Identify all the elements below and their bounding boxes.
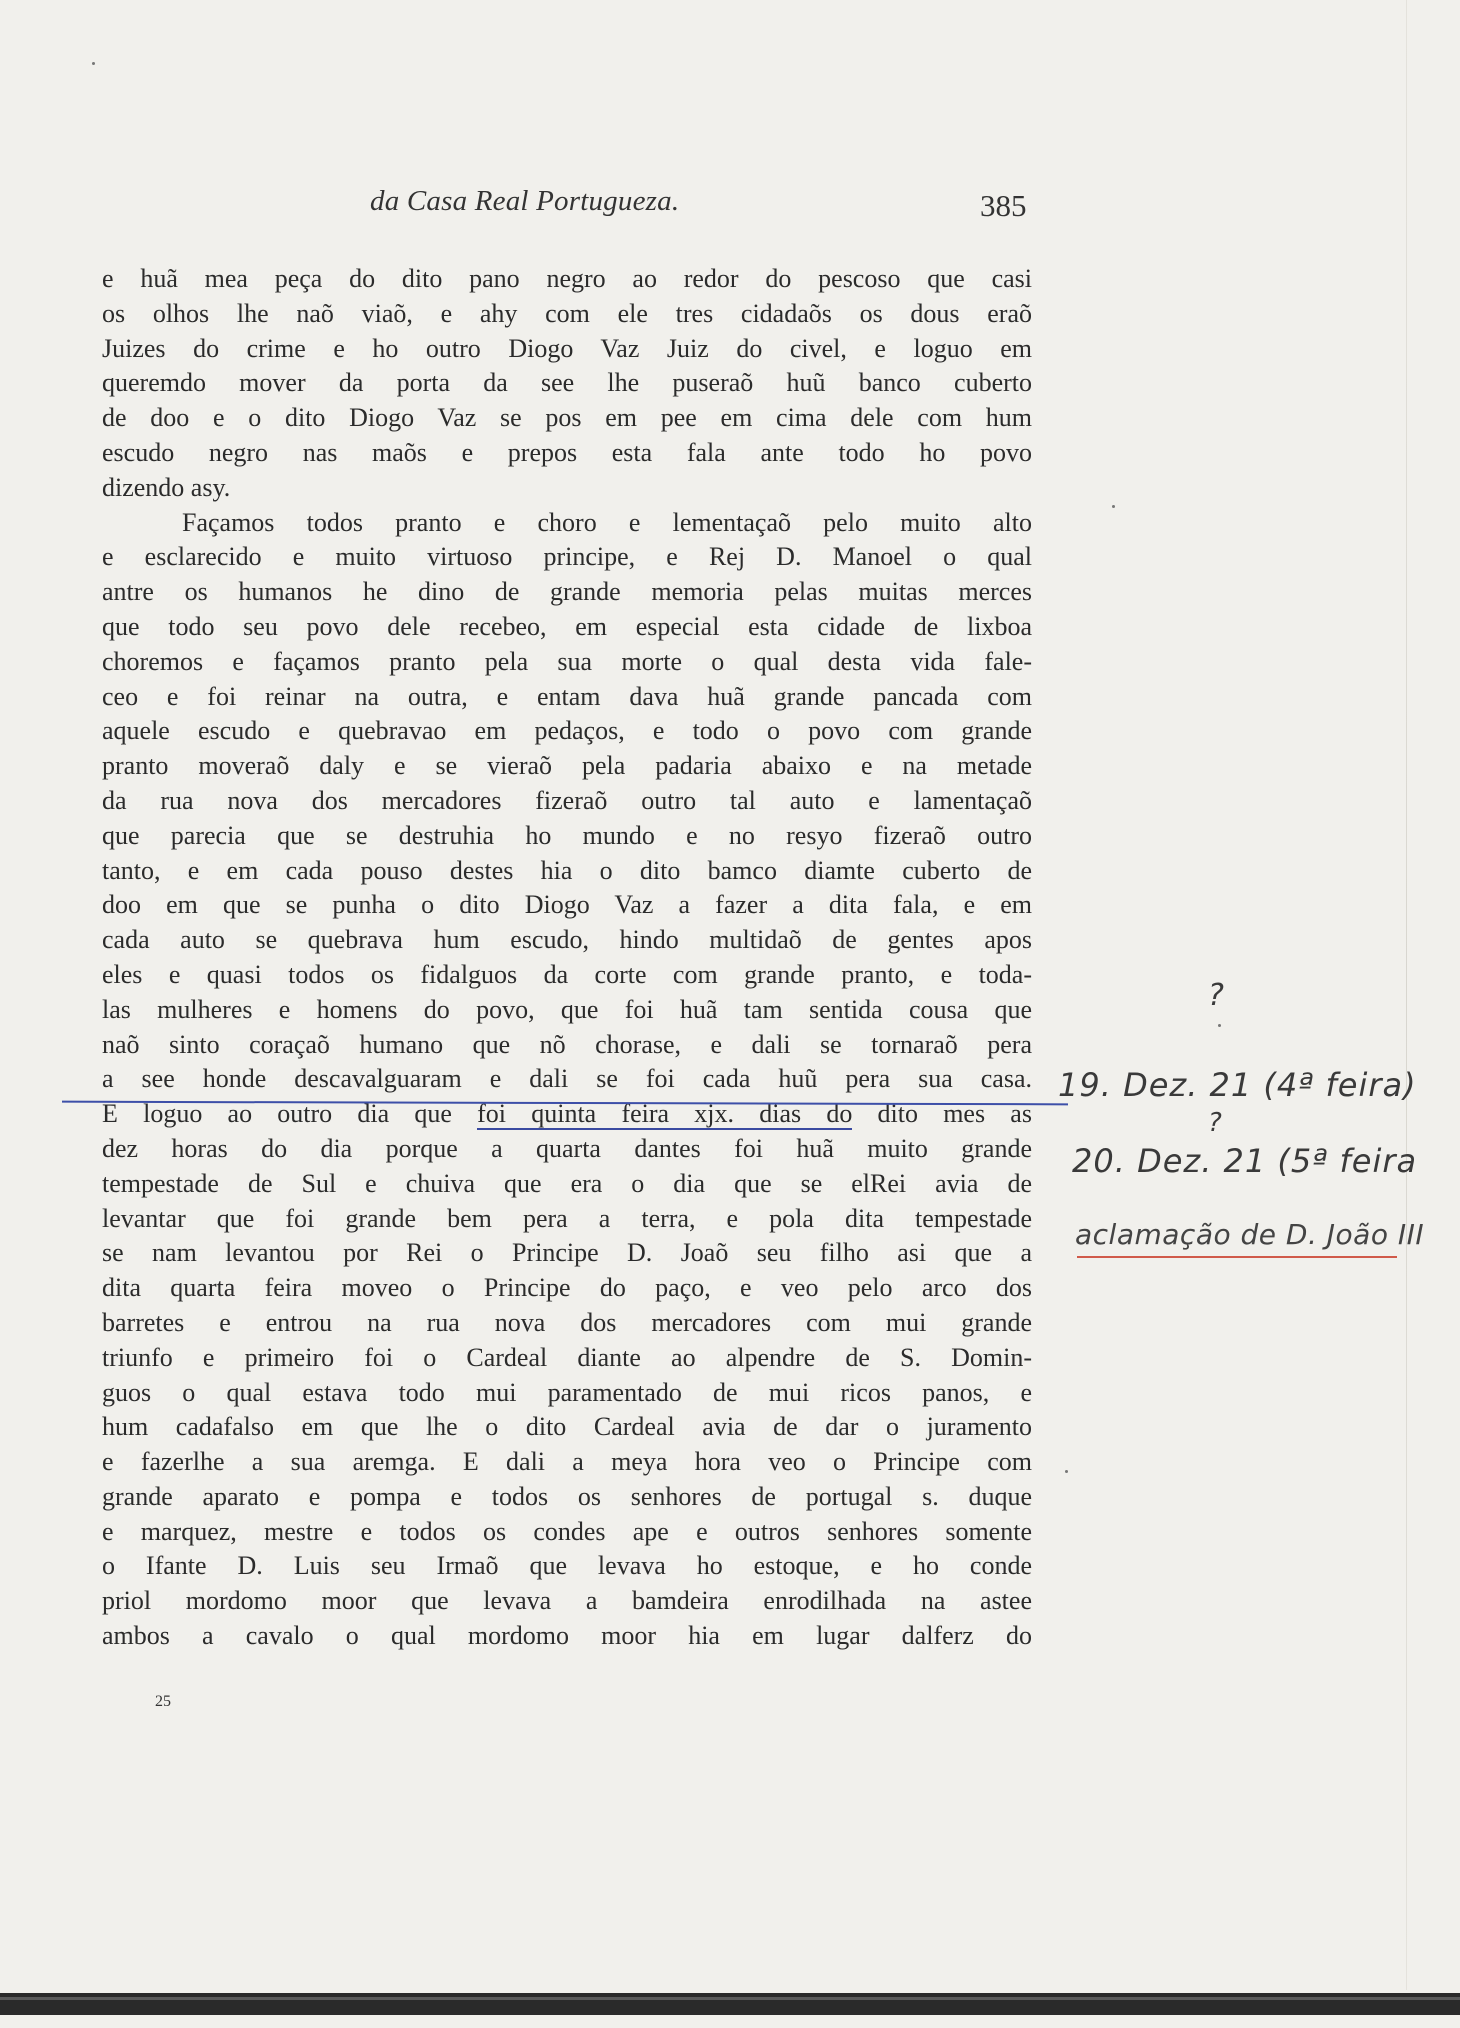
margin-query-mark: ?	[1208, 978, 1224, 1013]
text-line: triunfo e primeiro foi o Cardeal diante ao alpendre de S. Domin-	[102, 1342, 1032, 1372]
text-line: pranto moveraõ daly e se vieraõ pela padaria abaixo e na metade	[102, 751, 1032, 781]
text-line: dez horas do dia porque a quarta dantes foi huã muito grande	[102, 1133, 1032, 1163]
text-line: tanto, e em cada pouso destes hia o dito bamco diamte cuberto de	[102, 855, 1032, 885]
text-line: dita quarta feira moveo o Principe do paço, e veo pelo arco dos	[102, 1273, 1032, 1303]
text-line: tempestade de Sul e chuiva que era o dia que se elRei avia de	[102, 1168, 1032, 1198]
body-text	[102, 262, 1032, 1654]
text-line: hum cadafalso em que lhe o dito Cardeal avia de dar o juramento	[102, 1412, 1032, 1442]
speck	[1218, 1024, 1221, 1027]
text-line: levantar que foi grande bem pera a terra, e pola dita tempestade	[102, 1203, 1032, 1233]
text-line: Juizes do crime e ho outro Diogo Vaz Juiz do civel, e loguo em	[102, 333, 1032, 363]
speck	[92, 62, 95, 65]
text-line: da rua nova dos mercadores fizeraõ outro tal auto e lamentaçaõ	[102, 785, 1032, 815]
text-line: e fazerlhe a sua aremga. E dali a meya hora veo o Principe com	[102, 1447, 1032, 1477]
text-fragment: dito mes as	[852, 1099, 1032, 1129]
page-number: 385	[980, 188, 1027, 223]
text-line: queremdo mover da porta da see lhe puseraõ huũ banco cuberto	[102, 368, 1032, 398]
text-line: e marquez, mestre e todos os condes ape e outros senhores somente	[102, 1516, 1032, 1546]
text-fragment: E loguo ao outro dia que	[102, 1099, 478, 1129]
scan-bottom-border-highlight	[0, 1997, 1460, 2000]
speck	[1112, 505, 1115, 508]
text-line: ceo e foi reinar na outra, e entam dava huã grande pancada com	[102, 681, 1032, 711]
text-line: o Ifante D. Luis seu Irmaõ que levava ho estoque, e ho conde	[102, 1551, 1032, 1581]
text-line: ambos a cavalo o qual mordomo moor hia em lugar dalferz do	[102, 1621, 1032, 1651]
page-edge	[1406, 0, 1407, 1990]
text-line: naõ sinto coraçaõ humano que nõ chorase, e dali se tornaraõ pera	[102, 1029, 1032, 1059]
speck	[1065, 1470, 1068, 1473]
text-line: e esclarecido e muito virtuoso principe, e Rej D. Manoel o qual	[102, 542, 1032, 572]
margin-note-date-1: 19. Dez. 21 (4ª feira)	[1058, 1066, 1417, 1104]
text-line: a see honde descavalguaram e dali se foi cada huũ pera sua casa.	[102, 1064, 1032, 1094]
text-line: antre os humanos he dino de grande memoria pelas muitas merces	[102, 577, 1032, 607]
margin-note-acclamation: aclamação de D. João III	[1075, 1218, 1425, 1251]
margin-query-mark: ?	[1208, 1108, 1222, 1138]
signature-mark: 25	[155, 1693, 171, 1710]
text-line: aquele escudo e quebravao em pedaços, e todo o povo com grande	[102, 716, 1032, 746]
text-line: eles e quasi todos os fidalguos da corte com grande pranto, e toda-	[102, 959, 1032, 989]
text-line: se nam levantou por Rei o Principe D. Joaõ seu filho asi que a	[102, 1238, 1032, 1268]
text-line: os olhos lhe naõ viaõ, e ahy com ele tres cidadaõs os dous eraõ	[102, 298, 1032, 328]
text-line: que parecia que se destruhia ho mundo e no resyo fizeraõ outro	[102, 820, 1032, 850]
underlined-date: foi quinta feira xjx. dias do	[477, 1099, 853, 1129]
margin-note-date-2: 20. Dez. 21 (5ª feira	[1072, 1142, 1418, 1180]
text-line: las mulheres e homens do povo, que foi huã tam sentida cousa que	[102, 994, 1032, 1024]
text-line: choremos e façamos pranto pela sua morte o qual desta vida fale-	[102, 646, 1032, 676]
text-line: guos o qual estava todo mui paramentado de mui ricos panos, e	[102, 1377, 1032, 1407]
red-pencil-underline	[1077, 1256, 1397, 1258]
text-line: dizendo asy.	[102, 472, 231, 502]
text-line: doo em que se punha o dito Diogo Vaz a fazer a dita fala, e em	[102, 890, 1032, 920]
text-line: e huã mea peça do dito pano negro ao redor do pescoso que casi	[102, 264, 1032, 293]
text-line: escudo negro nas maõs e prepos esta fala ante todo ho povo	[102, 437, 1032, 467]
text-line: que todo seu povo dele recebeo, em especial esta cidade de lixboa	[102, 611, 1032, 641]
text-line: barretes e entrou na rua nova dos mercadores com mui grande	[102, 1307, 1032, 1337]
running-title: da Casa Real Portugueza.	[370, 185, 680, 217]
text-line: cada auto se quebrava hum escudo, hindo multidaõ de gentes apos	[102, 925, 1032, 955]
text-line: Façamos todos pranto e choro e lementaçaõ pelo muito alto	[182, 507, 1032, 537]
text-line: de doo e o dito Diogo Vaz se pos em pee em cima dele com hum	[102, 403, 1032, 433]
text-line: priol mordomo moor que levava a bamdeira enrodilhada na astee	[102, 1586, 1032, 1616]
text-line: grande aparato e pompa e todos os senhores de portugal s. duque	[102, 1481, 1032, 1511]
